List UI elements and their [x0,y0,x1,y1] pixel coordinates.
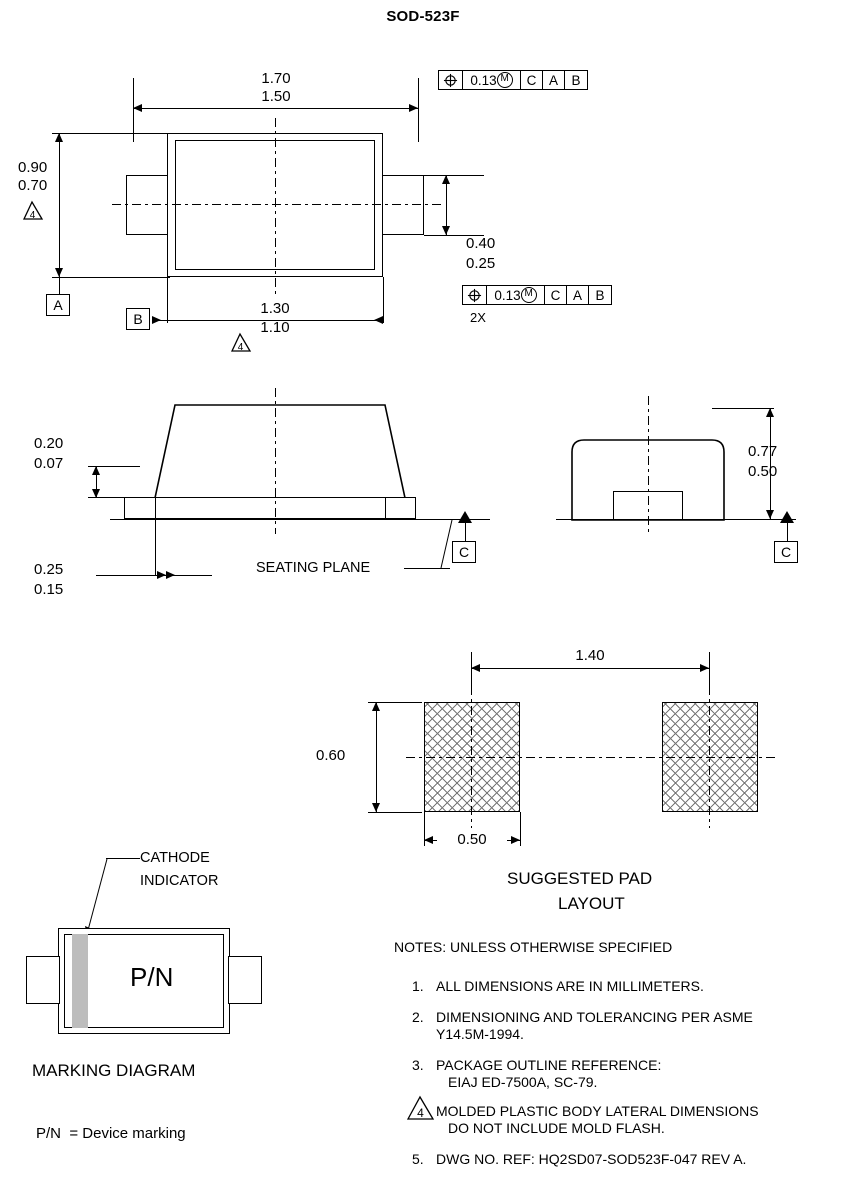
svg-text:4: 4 [417,1106,424,1120]
leader-line [106,858,140,859]
dim-arrow [157,571,166,579]
dim-lead-min: 0.25 [466,255,496,272]
note-flag-4-icon [228,332,250,351]
dim-arrow [133,104,142,112]
note-3-line-2: EIAJ ED-7500A, SC-79. [448,1074,598,1090]
fcf-datum-c: C [545,286,567,304]
dim-pad-height: 0.60 [316,747,346,764]
marking-diagram-caption: MARKING DIAGRAM [32,1061,196,1080]
note-5-line-1: DWG NO. REF: HQ2SD07-SOD523F-047 REV A. [436,1151,747,1167]
dim-arrow [374,316,383,324]
dim-line-height [59,133,60,277]
dim-arrow [424,836,433,844]
marking-lead-left [26,956,60,1004]
dim-line [376,702,377,812]
ext-line [709,652,710,692]
dim-pad-pitch: 1.40 [575,647,605,664]
cathode-indicator-label-1: CATHODE [140,850,210,866]
dim-arrow [511,836,520,844]
notes-header: NOTES: UNLESS OTHERWISE SPECIFIED [394,939,673,955]
lead-side-edge [155,497,156,519]
mmc-modifier-icon: M [521,287,537,303]
note-4-line-1: MOLDED PLASTIC BODY LATERAL DIMENSIONS [436,1103,759,1119]
center-line-vertical [275,388,276,534]
ext-line [167,277,168,323]
dim-lead-max: 0.40 [466,235,496,252]
mmc-modifier-icon: M [497,72,513,88]
center-line-vertical [275,118,276,294]
lead-side-edge [385,497,386,519]
dim-standoff-min: 0.07 [34,455,64,472]
dim-end-height-max: 0.77 [748,443,778,460]
leader-line [84,858,110,936]
note-flag-4-icon [20,200,42,219]
lead-right-top-view [382,175,424,235]
ext-line [471,652,472,692]
ext-line [155,519,156,575]
note-3-line-1: PACKAGE OUTLINE REFERENCE: [436,1057,662,1073]
pad-layout-caption-2: LAYOUT [558,894,625,913]
seating-plane-label: SEATING PLANE [256,560,371,576]
fcf-datum-b: B [571,72,581,88]
fcf-datum-c: C [521,71,543,89]
note-3-number: 3. [412,1057,424,1073]
marking-lead-right [228,956,262,1004]
fcf-datum-b: B [595,287,605,303]
fcf-quantity: 2X [470,310,486,325]
dim-arrow [55,133,63,142]
dim-arrow [766,408,774,417]
fcf-datum-a: A [567,286,589,304]
dim-foot-max: 0.25 [34,561,64,578]
position-symbol-icon [439,71,463,89]
cathode-band [72,934,88,1028]
dim-arrow [152,316,161,324]
dim-pad-width: 0.50 [437,832,507,848]
dim-width-max: 1.70 [261,70,291,87]
lead-side-bar [124,497,416,519]
dim-arrow [166,571,175,579]
dim-line-pitch [471,668,709,669]
note-2-line-2: Y14.5M-1994. [436,1026,524,1042]
dim-width-min: 1.50 [261,88,291,105]
ext-line [368,812,422,813]
svg-text:4: 4 [29,210,36,221]
dim-arrow [766,510,774,519]
seating-plane-line [110,519,490,520]
center-line-vertical [648,396,649,536]
ext-line [52,277,170,278]
dim-line [96,575,166,576]
ext-line [383,277,384,323]
dim-standoff-max: 0.20 [34,435,64,452]
marking-pn-text: P/N [130,962,174,992]
marking-legend: P/N = Device marking [36,1125,186,1142]
note-flag-4-icon [404,1094,434,1120]
datum-c-end: C [774,541,798,563]
fcf-tolerance [463,71,521,89]
note-4-line-2: DO NOT INCLUDE MOLD FLASH. [448,1120,665,1136]
dim-arrow [92,489,100,498]
datum-c-leader [787,523,788,541]
cathode-indicator-label-2: INDICATOR [140,873,219,889]
pad-layout-caption-1: SUGGESTED PAD [507,869,653,888]
datum-a: A [46,294,70,316]
dim-height-max: 0.90 [18,159,48,176]
page-title: SOD-523F [386,8,460,25]
feature-control-frame-bottom [462,285,612,305]
ext-line [418,78,419,142]
dim-height-min: 0.70 [18,177,48,194]
ext-line [424,175,484,176]
dim-body-max: 1.30 [260,300,290,317]
note-5-number: 5. [412,1151,424,1167]
note-1-line-1: ALL DIMENSIONS ARE IN MILLIMETERS. [436,978,704,994]
feature-control-frame-top [438,70,588,90]
dim-arrow [55,268,63,277]
datum-c-leader [465,523,466,541]
datum-c-side: C [452,541,476,563]
dim-arrow [471,664,480,672]
lead-left-top-view [126,175,168,235]
note-1-number: 1. [412,978,424,994]
ext-line [52,133,177,134]
dim-line-width [133,108,418,109]
dim-end-height-min: 0.50 [748,463,778,480]
center-line-horizontal [112,204,442,205]
dim-arrow [442,175,450,184]
note-2-number: 2. [412,1009,424,1025]
fcf-tolerance [487,286,545,304]
dim-foot-min: 0.15 [34,581,64,598]
note-2-line-1: DIMENSIONING AND TOLERANCING PER ASME [436,1009,753,1025]
dim-arrow [442,226,450,235]
center-line-horizontal [406,757,778,758]
ext-line [520,812,521,846]
datum-b: B [126,308,150,330]
dim-arrow [409,104,418,112]
fcf-tolerance-value: 0.13 [494,287,521,303]
ext-line [712,408,774,409]
dim-arrow [372,702,380,711]
seating-plane-line-end [556,519,796,520]
dim-arrow [372,803,380,812]
datum-a-leader [59,277,60,295]
dim-arrow [700,664,709,672]
fcf-datum-a: A [543,71,565,89]
position-symbol-icon [463,286,487,304]
svg-text:4: 4 [237,342,244,353]
package-body-side [130,400,430,510]
dim-body-min: 1.10 [260,319,290,336]
fcf-tolerance-value: 0.13 [470,72,497,88]
